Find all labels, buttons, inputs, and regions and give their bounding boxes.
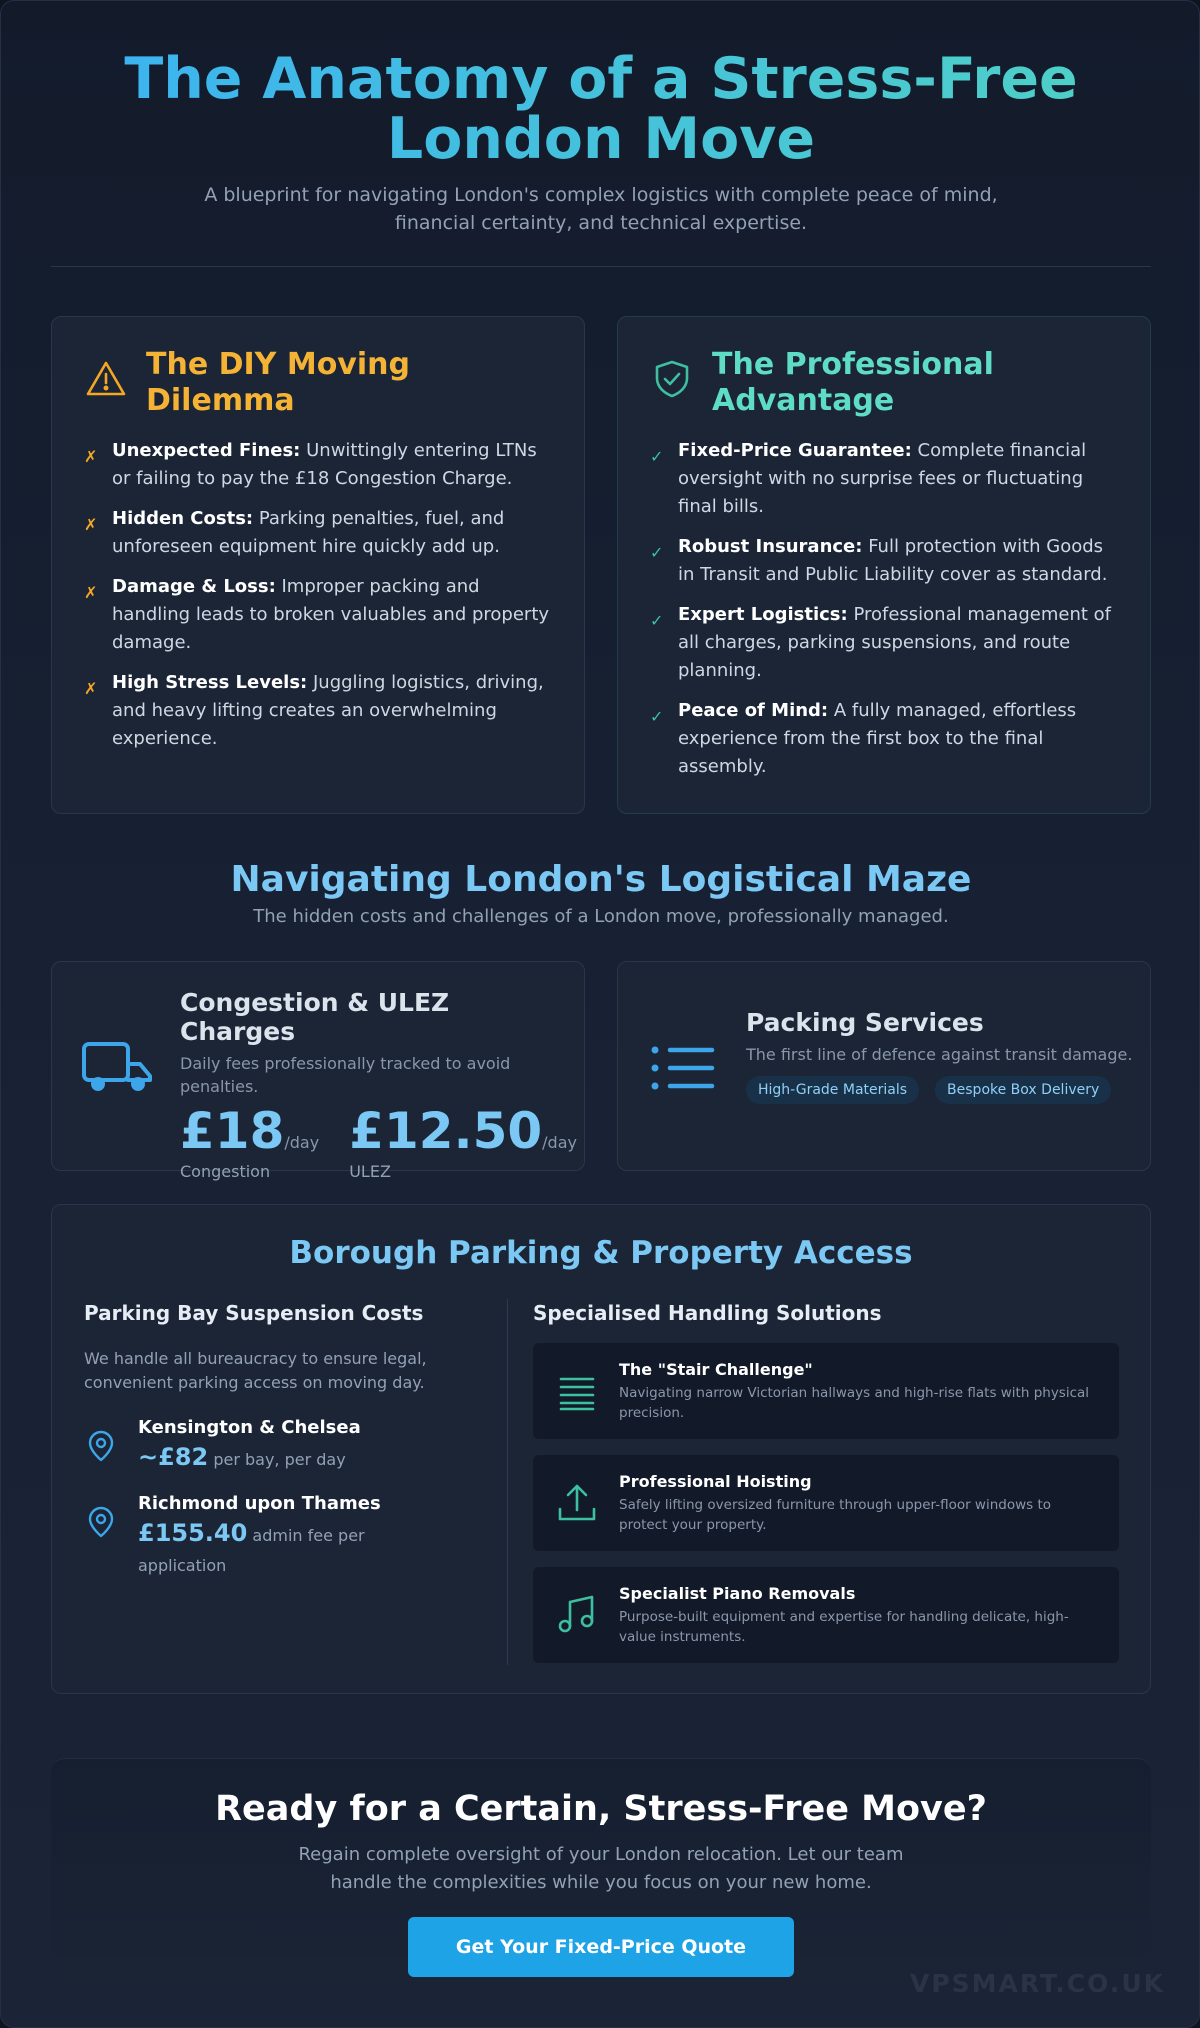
tag-badge: Bespoke Box Delivery	[935, 1076, 1111, 1104]
hero-divider	[51, 266, 1151, 267]
diy-title: The DIY Moving Dilemma	[146, 347, 410, 418]
price-row	[180, 1102, 577, 1181]
list-item: ✗ Hidden Costs: Parking penalties, fuel, and unforeseen equipment hire quickly add up.	[84, 505, 552, 561]
list-item: ✓ Expert Logistics: Professional management of all charges, parking suspensions, and route planning.	[650, 601, 1118, 685]
watermark: VPSMART.CO.UK	[909, 1969, 1165, 1998]
cross-icon: ✗	[84, 679, 98, 698]
pro-list	[650, 437, 1118, 781]
warning-triangle-icon	[84, 357, 128, 401]
truck-icon	[80, 1038, 156, 1098]
parking-column	[84, 1301, 494, 1581]
get-quote-button[interactable]: Get Your Fixed-Price Quote	[408, 1917, 794, 1977]
check-icon: ✓	[650, 707, 664, 726]
upload-arrow-icon	[555, 1481, 599, 1525]
solution-item: Professional Hoisting Safely lifting oversized furniture through upper-floor windows to protect your property.	[533, 1455, 1119, 1551]
list-item: ✗ High Stress Levels: Juggling logistics, driving, and heavy lifting creates an overwhelming experience.	[84, 669, 552, 753]
ulez-price: £12.50/day ULEZ	[349, 1102, 577, 1181]
maze-section-header	[51, 859, 1151, 927]
handling-title: Specialised Handling Solutions	[533, 1301, 882, 1325]
shield-check-icon	[650, 357, 694, 401]
congestion-price: £18/day Congestion	[180, 1102, 320, 1181]
packing-subtitle: The first line of defence against transit damage.	[746, 1045, 1133, 1064]
cta-title: Ready for a Certain, Stress-Free Move?	[215, 1789, 987, 1829]
cta-text: Regain complete oversight of your London relocation. Let our team handle the complexities while you focus on your new home.	[298, 1844, 904, 1893]
page-subtitle: A blueprint for navigating London's complex logistics with complete peace of mind, financial certainty, and technical expertise.	[204, 184, 998, 234]
diy-card	[51, 316, 585, 814]
congestion-title: Congestion & ULEZ Charges	[180, 988, 450, 1046]
location-item: Richmond upon Thames £155.40 admin fee per application	[84, 1493, 494, 1581]
map-pin-icon	[84, 1429, 118, 1463]
maze-subtitle: The hidden costs and challenges of a London move, professionally managed.	[253, 906, 949, 927]
packing-title: Packing Services	[746, 1008, 984, 1037]
maze-title: Navigating London's Logistical Maze	[230, 859, 972, 900]
handling-column	[533, 1301, 1119, 1663]
pro-title: The Professional Advantage	[712, 347, 994, 418]
music-note-icon	[555, 1593, 599, 1637]
list-icon	[650, 1044, 716, 1092]
packing-card	[617, 961, 1151, 1171]
location-item: Kensington & Chelsea ~£82 per bay, per day	[84, 1417, 494, 1475]
solution-item: Specialist Piano Removals Purpose-built equipment and expertise for handling delicate, high-value instruments.	[533, 1567, 1119, 1663]
parking-description: We handle all bureaucracy to ensure legal, convenient parking access on moving day.	[84, 1349, 427, 1392]
list-item: ✗ Unexpected Fines: Unwittingly entering LTNs or failing to pay the £18 Congestion Charge.	[84, 437, 552, 493]
cross-icon: ✗	[84, 515, 98, 534]
list-item: ✓ Peace of Mind: A fully managed, effortless experience from the first box to the final assembly.	[650, 697, 1118, 781]
map-pin-icon	[84, 1505, 118, 1539]
borough-card	[51, 1204, 1151, 1694]
list-item: ✗ Damage & Loss: Improper packing and handling leads to broken valuables and property damage.	[84, 573, 552, 657]
cross-icon: ✗	[84, 447, 98, 466]
pro-card	[617, 316, 1151, 814]
packing-tags	[746, 1076, 1136, 1104]
column-divider	[507, 1299, 508, 1665]
check-icon: ✓	[650, 543, 664, 562]
solution-item: The "Stair Challenge" Navigating narrow Victorian hallways and high-rise flats with physical precision.	[533, 1343, 1119, 1439]
borough-title: Borough Parking & Property Access	[289, 1235, 913, 1271]
diy-list	[84, 437, 552, 753]
stairs-icon	[555, 1369, 599, 1413]
list-item: ✓ Fixed-Price Guarantee: Complete financial oversight with no surprise fees or fluctuating final bills.	[650, 437, 1118, 521]
cross-icon: ✗	[84, 583, 98, 602]
check-icon: ✓	[650, 611, 664, 630]
congestion-subtitle: Daily fees professionally tracked to avoid penalties.	[180, 1054, 511, 1096]
cta-section	[51, 1758, 1151, 1983]
page-title: The Anatomy of a Stress-Free London Move	[51, 49, 1151, 169]
parking-title: Parking Bay Suspension Costs	[84, 1301, 424, 1325]
check-icon: ✓	[650, 447, 664, 466]
hero	[51, 46, 1151, 237]
tag-badge: High-Grade Materials	[746, 1076, 919, 1104]
list-item: ✓ Robust Insurance: Full protection with Goods in Transit and Public Liability cover as standard.	[650, 533, 1118, 589]
congestion-card	[51, 961, 585, 1181]
